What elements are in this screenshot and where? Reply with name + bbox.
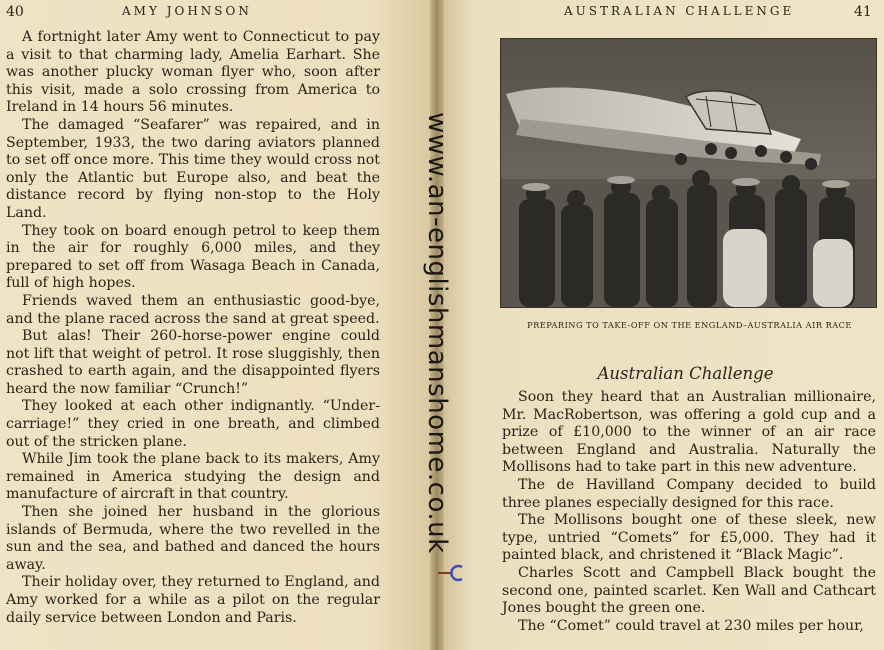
- paragraph: Charles Scott and Campbell Black bought the second one, painted scarlet. Ken Wall and Cathcart Jones bought the green one.: [502, 564, 876, 617]
- left-page: [0, 0, 436, 650]
- running-head-left: AMY JOHNSON: [122, 4, 252, 18]
- paragraph: They took on board enough petrol to keep them in the air for roughly 6,000 miles, and they prepared to set off from Wasaga Beach in Canada, full of high hopes.: [6, 222, 380, 292]
- paragraph: They looked at each other indignantly. “Under-carriage!” they cried in one breath, and climbed out of the stricken plane.: [6, 398, 380, 450]
- aircraft-crowd-photo: [500, 38, 877, 308]
- paragraph: The “Comet” could travel at 230 miles per hour,: [518, 617, 864, 634]
- left-body-text: [6, 29, 380, 627]
- running-head-right: AUSTRALIAN CHALLENGE: [564, 4, 795, 18]
- right-body-text: [502, 389, 876, 635]
- paragraph: Friends waved them an enthusiastic good-bye, and the plane raced across the sand at great speed.: [6, 292, 380, 327]
- photo-illustration: [501, 39, 876, 307]
- paragraph: The Mollisons bought one of these sleek, new type, untried “Comets” for £5,000. They had it painted black, and christened it “Black Magic”.: [502, 512, 876, 564]
- paragraph: Soon they heard that an Australian millionaire, Mr. MacRobertson, was offering a gold cup and a prize of £10,000 to the winner of an air race between England and Australia. Naturally the Mollisons had to take part in this new adventure.: [502, 389, 876, 476]
- paragraph: Then she joined her husband in the glorious islands of Bermuda, where the two revelled in the sun and the sea, and bathed and danced the hours away.: [6, 504, 380, 573]
- right-page: [436, 0, 884, 650]
- paragraph: The de Havilland Company decided to build three planes especially designed for this race.: [502, 476, 876, 511]
- watermark-logo-icon: [438, 563, 466, 583]
- paragraph: The damaged “Seafarer” was repaired, and in September, 1933, the two daring aviators planned to set off once more. This time they would cross not only the Atlantic but Europe also, and beat the distance record by flying non-stop to the Holy Land.: [6, 116, 380, 221]
- paragraph: A fortnight later Amy went to Connecticut to pay a visit to that charming lady, Amelia Earhart. She was another plucky woman flyer who, soon after this visit, made a solo crossing from America to Ireland in 14 hours 56 minutes.: [6, 29, 380, 116]
- page-number-left: 40: [6, 4, 24, 20]
- section-title: Australian Challenge: [597, 364, 774, 383]
- photo-caption: PREPARING TO TAKE-OFF ON THE ENGLAND–AUSTRALIA AIR RACE: [527, 320, 852, 330]
- paragraph: Their holiday over, they returned to England, and Amy worked for a while as a pilot on the regular daily service between London and Paris.: [6, 574, 380, 626]
- paragraph: But alas! Their 260-horse-power engine could not lift that weight of petrol. It rose sluggishly, then crashed to earth again, and the disappointed flyers heard the now familiar “Crunch!”: [6, 328, 380, 397]
- watermark-text: www.an-englishmanshome.co.uk: [422, 112, 452, 554]
- paragraph: While Jim took the plane back to its makers, Amy remained in America studying the design and manufacture of aircraft in that country.: [6, 451, 380, 503]
- page-number-right: 41: [854, 4, 872, 20]
